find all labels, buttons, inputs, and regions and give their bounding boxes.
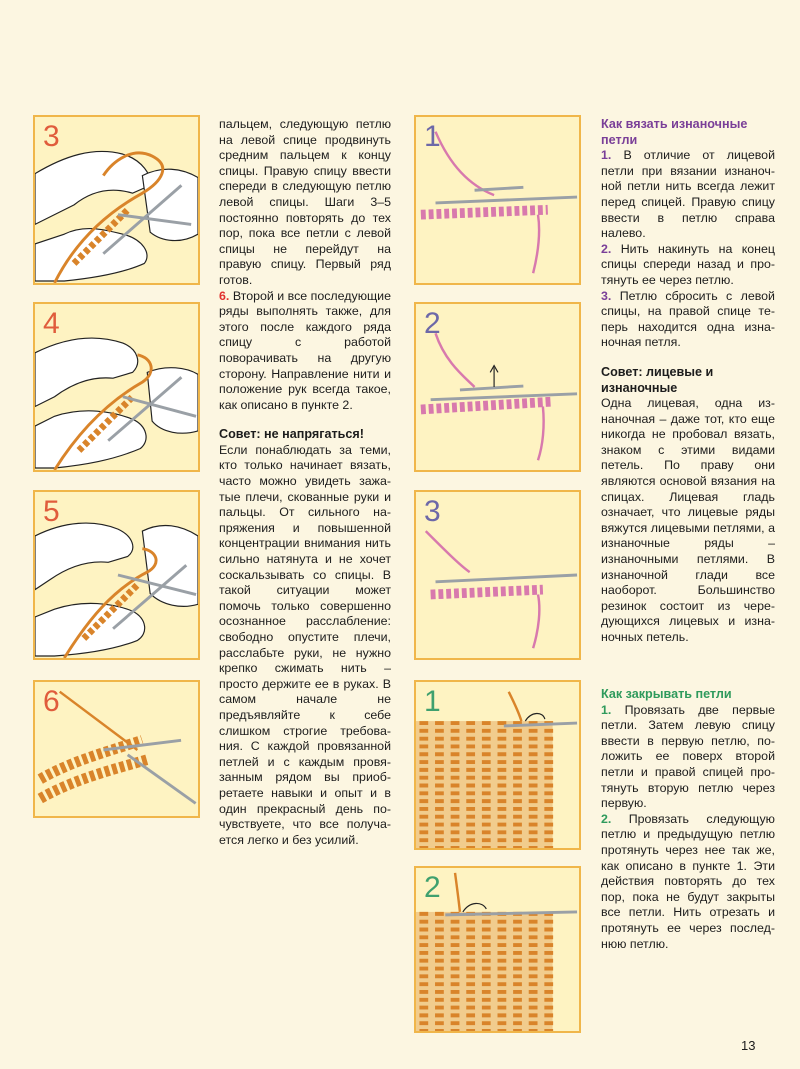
panel-number: 3	[43, 120, 60, 153]
panel-number: 2	[424, 307, 441, 340]
purl-panel-step-1	[414, 115, 581, 285]
bindoff-heading: Как закрывать петли	[601, 687, 732, 701]
panel-number: 5	[43, 495, 60, 528]
right-text-column	[601, 117, 775, 646]
step-number: 6.	[219, 288, 230, 303]
bindoff-panel-step-2	[414, 866, 581, 1033]
tip2-heading: Совет: лицевые и изнаночные	[601, 364, 714, 395]
panel-number: 3	[424, 495, 441, 528]
purl-step-2: 2. Нить накинуть на конец спицы спереди назад и протянуть ее через петлю.	[601, 241, 775, 287]
purl-step-1: 1. В отличие от лицевой петли при вязании изнаночной петли нить всегда лежит перед спицей. Правую спицу ввести в петлю справа налево.	[601, 148, 775, 241]
panel-number: 4	[43, 307, 60, 340]
illustration-panel-step-3	[33, 115, 200, 285]
page-number: 13	[741, 1038, 756, 1053]
purl-panel-step-3	[414, 490, 581, 660]
illustration-panel-step-4	[33, 302, 200, 472]
illustration-panel-step-5	[33, 490, 200, 660]
purl-step-3: 3. Петлю сбросить с левой спицы, на правой спице теперь находится одна изнаночная петля.	[601, 288, 775, 350]
panel-number: 6	[43, 685, 60, 718]
tip2-paragraph: Одна лицевая, одна изнаночная – даже тот, кто еще никогда не пробовал вязать, знаком с этими видами петель. По праву они являются основой вязания на спицах. Лицевая гладь означает, что лицевые ряды вяжутся лицевыми петлями, а изнаночные ряды – изнаночными петлями. В изнаночной глади все наоборот. Большинство резинок состоит из чередующихся лицевых и изнаночных петель.	[601, 396, 775, 644]
panel-number: 1	[424, 120, 441, 153]
bindoff-text-column	[601, 687, 775, 952]
intro-paragraph: пальцем, следующую петлю на левой спице продвинуть средним пальцем к концу спицы. Правую спицу ввести спереди в следующую петлю левой спицы. Шаги 3–5 постоянно повторять до тех пор, пока все петли с левой спицы не перейдут на правую спицу. Первый ряд готов.	[219, 117, 391, 287]
panel-number: 1	[424, 685, 441, 718]
bindoff-step-1: 1. Провязать две первые петли. Затем левую спицу ввести в первую петлю, положить ее поверх второй петли и правой спицей протянуть вторую петлю через первую.	[601, 702, 775, 811]
panel-number: 2	[424, 871, 441, 904]
tip-heading: Совет: не напрягаться!	[219, 427, 364, 442]
bindoff-panel-step-1	[414, 680, 581, 850]
purl-panel-step-2	[414, 302, 581, 472]
bindoff-step-2: 2. Провязать следующую петлю и предыдущую петлю протянуть через нее так же, как описано в пункте 1. Эти действия повторять до тех пор, пока не будут закрыты все петли. Нить отрезать и протянуть ее через последнюю петлю.	[601, 811, 775, 951]
step-6-paragraph: 6. Второй и все последующие ряды выполнять также, для этого после каждого ряда спицу с работой поворачивать на другую сторону. Направление нити и положение рук всегда такое, как описано в пункте 2.	[219, 288, 391, 412]
illustration-panel-step-6	[33, 680, 200, 818]
tip-paragraph: Если понаблюдать за теми, кто только начинает вязать, часто можно увидеть зажатые плечи, скованные руки и пальцы. От сильного напряжения и повышенной концентрации внимания нить сильно натянута и не хочет соскальзывать со спицы. В такой ситуации может помочь только совершенно осознанное расслабление: свободно опустите плечи, расслабьте руки, не нужно крепко сжимать нить – просто держите ее в руках. В самом начале не предъявляйте к себе слишком строгие требования. С каждой провязанной петлей и с каждым провязанным рядом вы приобретаете навыки и опыт и в один прекрасный день почувствуете, что все получается легко и без усилий.	[219, 442, 391, 847]
purl-heading: Как вязать изнаночные петли	[601, 117, 748, 147]
middle-text-column	[219, 117, 391, 848]
